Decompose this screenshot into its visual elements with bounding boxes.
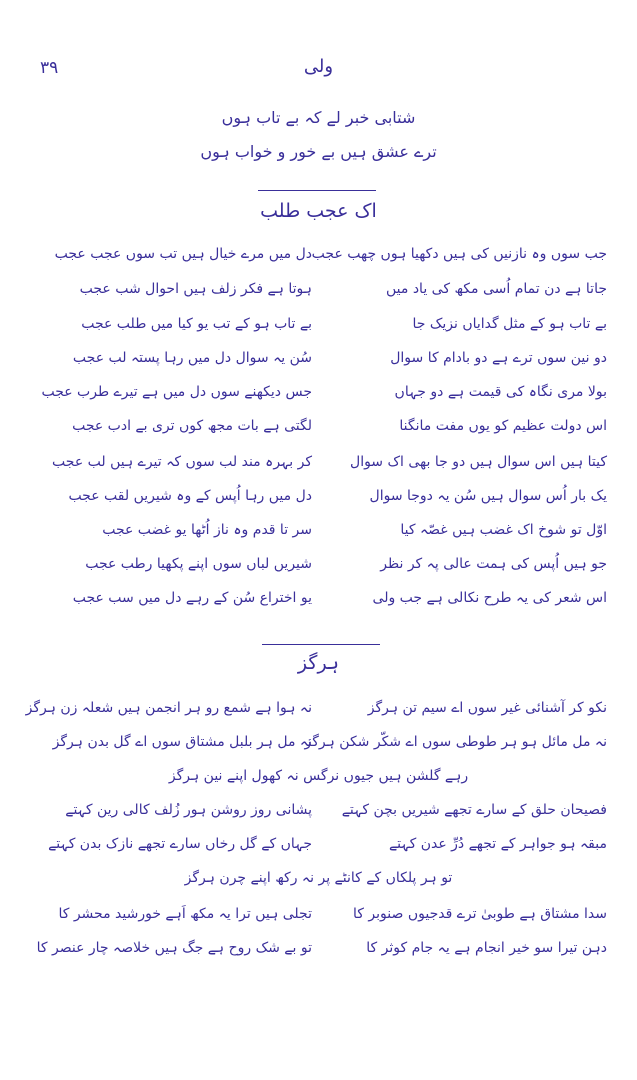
verse-line: سر تا قدم وہ ناز اُٹھا یو غضب عجب (102, 522, 312, 538)
verse-line: نکو کر آشنائی غیر سوں اے سیم تن ہرگز (367, 700, 607, 716)
intro-line-1: شتابی خبر لے کہ بے تاب ہوں (221, 108, 416, 127)
verse-line: سدا مشتاق ہے طوبیٰ ترے قدجیوں صنوبر کا (353, 906, 607, 922)
verse-line: تجلی ہیں ترا یہ مکھ اَہے خورشید محشر کا (58, 906, 312, 922)
verse-refrain: تو ہر پلکاں کے کانٹے پر نہ رکھ اپنے چرن ہرگز (184, 870, 453, 886)
poem-left-column (22, 906, 312, 976)
poem-title: اک عجب طلب (260, 200, 377, 222)
verse-line: تو بے شک روح ہے جگ ہیں خلاصہ چار عنصر کا (36, 940, 312, 956)
verse-line: دہن تیرا سو خیر انجام ہے یہ جام کوثر کا (366, 940, 607, 956)
poem-right-column (315, 906, 607, 976)
poem-left-column (22, 246, 312, 626)
verse-line: اس شعر کی یہ طرح نکالی ہے جب ولی (372, 590, 607, 606)
poem-right-column (311, 246, 607, 626)
divider (262, 644, 380, 645)
verse-line: نہ مل ہر بلبل مشتاق سوں اے گل بدن ہرگز (52, 734, 312, 750)
verse-line: جاتا ہے دن تمام اُسی مکھ کی یاد میں (385, 281, 607, 297)
verse-line: نہ ہوا ہے شمع رو ہر انجمن ہیں شعلہ زن ہرگز (25, 700, 312, 716)
verse-line: دو نین سوں ترے ہے دو بادام کا سوال (390, 350, 607, 366)
poem-right-column (304, 700, 607, 770)
page-header: ولی (303, 56, 334, 77)
intro-line-2: ترے عشق ہیں بے خور و خواب ہوں (200, 142, 437, 161)
verse-line: یک بار اُس سوال ہیں سُن یہ دوجا سوال (369, 488, 607, 504)
verse-line: فصیحان حلق کے سارے تجھے شیریں بچن کہتے (341, 802, 607, 818)
poem-title: ہرگز (297, 652, 340, 674)
verse-line: دل میں مرے خیال ہیں تب سوں عجب عجب (54, 246, 312, 262)
poem-left-column (22, 802, 312, 872)
verse-line: نہ مل مائل ہو ہر طوطی سوں اے شکّر شکن ہرگز (304, 734, 607, 750)
verse-line: جہاں کے گل رخاں سارے تجھے نازک بدن کہتے (48, 836, 312, 852)
verse-line: سُن یہ سوال دل میں رہا پستہ لب عجب (72, 350, 312, 366)
verse-line: بے تاب ہو کے تب یو کیا میں طلب عجب (81, 316, 312, 332)
verse-line: کیتا ہیں اس سوال ہیں دو جا بھی اک سوال (350, 454, 607, 470)
page-number: ۳۹ (40, 58, 59, 78)
verse-line: بولا مری نگاہ کی قیمت ہے دو جہاں (394, 384, 607, 400)
verse-line: اس دولت عظیم کو یوں مفت مانگنا (399, 418, 607, 434)
divider (258, 190, 376, 191)
verse-line: جو ہیں اُپس کی ہمت عالی پہ کر نظر (380, 556, 607, 572)
verse-line: مبقہ ہو جواہر کے تجھے دُرِّ عدن کہتے (388, 836, 607, 852)
verse-line: یو اختراع سُن کے رہے دل میں سب عجب (72, 590, 312, 606)
verse-line: جس دیکھنے سوں دل میں ہے تیرے طرب عجب (41, 384, 312, 400)
verse-line: شیریں لباں سوں اپنے پکھیا رطب عجب (85, 556, 312, 572)
verse-line: بے تاب ہو کے مثل گدایاں نزیک جا (412, 316, 607, 332)
verse-line: دل میں رہا اُپس کے وہ شیریں لقب عجب (68, 488, 312, 504)
verse-line: جب سوں وہ نازنیں کی ہیں دکھیا ہوں چھب عجب (311, 246, 607, 262)
verse-line: ہوتا ہے فکر زلف ہیں احوال شب عجب (79, 281, 312, 297)
verse-line: کر بہرہ مند لب سوں کہ تیرے ہیں لب عجب (52, 454, 312, 470)
poem-left-column (22, 700, 312, 770)
poem-right-column (315, 802, 607, 872)
verse-line: اوّل تو شوخ اک غضب ہیں غصّہ کیا (400, 522, 607, 538)
verse-line: لگتی ہے بات مجھ کوں تری بے ادب عجب (72, 418, 312, 434)
verse-refrain: رہے گلشن ہیں جیوں نرگس نہ کھول اپنے نین ہرگز (168, 768, 469, 784)
verse-line: پشانی روز روشن ہور زُلف کالی رین کہتے (65, 802, 312, 818)
